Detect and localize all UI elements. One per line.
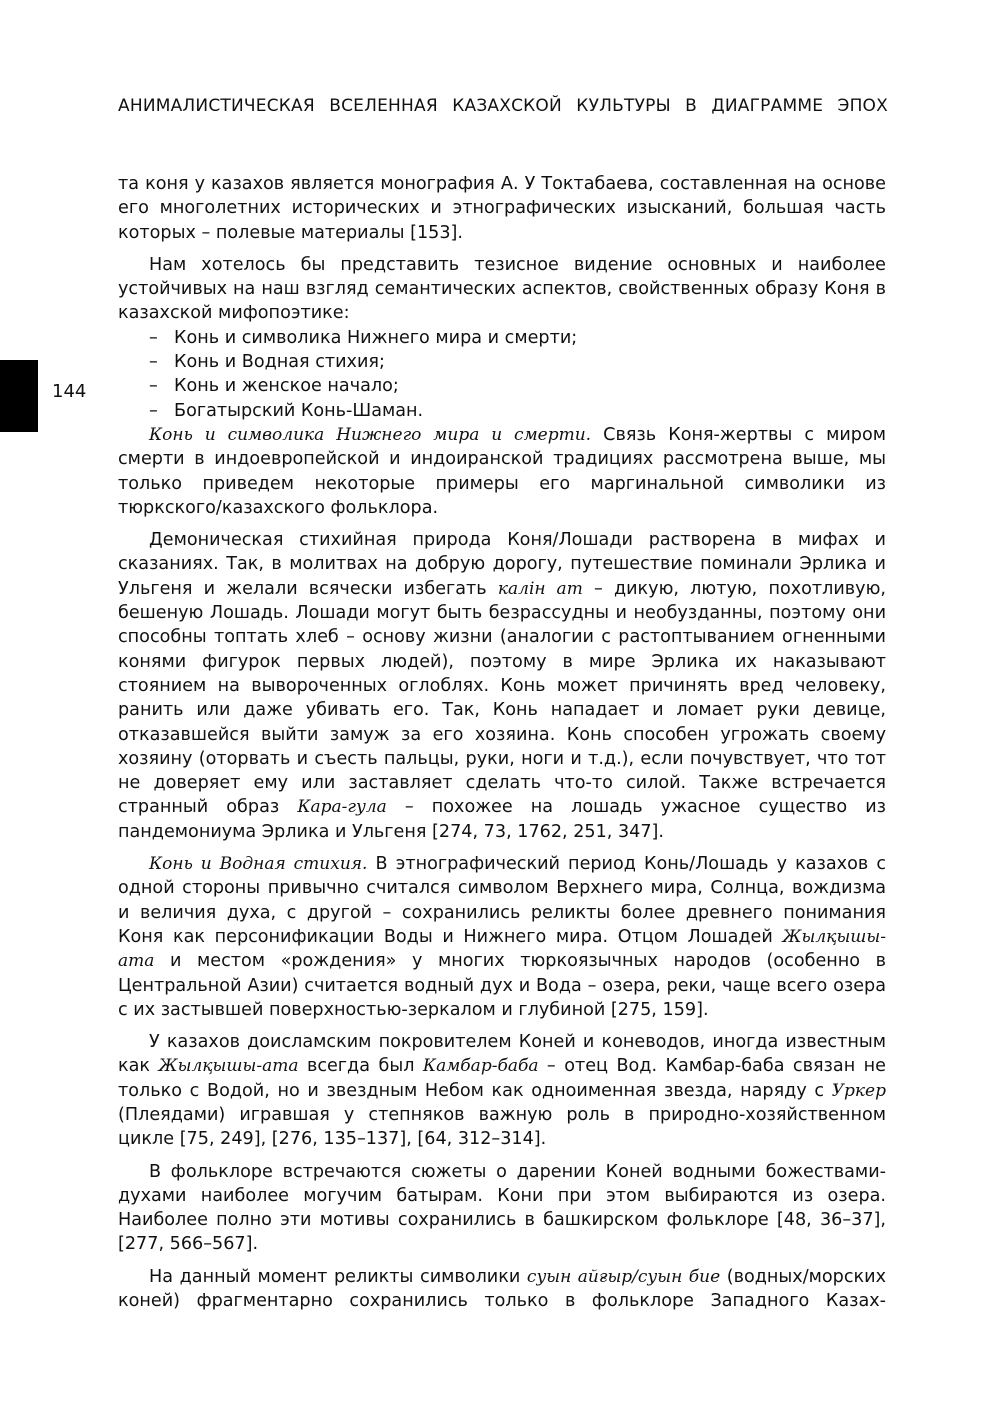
paragraph-text: Связь Коня-жертвы с миром смерти в индоевропейской и индоиранской традициях рассмотрена выше, мы только приведем некоторые примеры его маргинальной символики из тюркского/казахского фольклора. xyxy=(118,424,886,518)
list-item xyxy=(118,399,886,423)
term: калін ат xyxy=(497,578,583,599)
paragraph-text: Демоническая стихийная природа Коня/Лошади растворена в мифах и сказаниях. Так, в молитвах на добрую дорогу, путешествие поминали Эрлика и Ульгеня и желали всячески избегать xyxy=(118,530,886,599)
paragraph: та коня у казахов является монография А. У Токтабаева, составленная на основе его многолетних исторических и этнографических изысканий, большая часть которых – полевые материалы [153]. xyxy=(118,174,886,243)
paragraph-text: – отец Вод. Камбар-баба связан не только с Водой, но и звездным Небом как одноименная звезда, наряду с xyxy=(118,1056,886,1101)
page-number: 144 xyxy=(52,381,87,402)
term: Камбар-баба xyxy=(422,1056,539,1077)
section-title: Конь и Водная стихия. xyxy=(149,854,368,875)
paragraph xyxy=(118,852,886,1022)
list-dash: – xyxy=(149,352,158,373)
section-title: Конь и символика Нижнего мира и смерти. xyxy=(149,424,592,445)
paragraph xyxy=(118,423,886,520)
list-item-text: Богатырский Конь-Шаман. xyxy=(174,400,424,421)
paragraph-text: – дикую, лютую, похотливую, бешеную Лошадь. Лошади могут быть безрассудны и необузданны, поэтому они способны топтать хлеб – основу жизни (аналогии с растоптыванием огненными конями фигурок первых людей), поэтому в мире Эрлика их наказывают стоянием на вывороченных оглоблях. Конь может причинять вред человеку, ранить или даже убивать его. Так, Конь нападает и ломает руки девице, отказавшейся выйти замуж за его хозяина. Конь способен угрожать своему хозяину (оторвать и съесть пальцы, руки, ноги и т.д.), если почувствует, что тот не доверяет ему или заставляет сделать что-то силой. Также встречается странный образ xyxy=(118,578,886,818)
paragraph: В фольклоре встречаются сюжеты о дарении Коней водными божествами-духами наиболее могучим батырам. Кони при этом выбираются из озера. Наиболее полно эти мотивы сохранились в башкирском фольклоре [48, 36–37], [277, 566–567]. xyxy=(118,1161,886,1255)
list-item xyxy=(118,326,886,350)
list-dash: – xyxy=(149,327,158,348)
paragraph-text: (водных/морских коней) фрагментарно сохранились только в фольклоре Западного Казах- xyxy=(118,1266,886,1312)
term: Кара-гула xyxy=(297,797,387,818)
paragraph-text: – похожее на лошадь ужасное существо из пандемониума Эрлика и Ульгеня [274, 73, 1762, 251, 347]. xyxy=(118,797,886,842)
term: суын айғыр/суын бие xyxy=(526,1266,721,1287)
term: Жылқышы-ата xyxy=(158,1056,299,1077)
list-item-text: Конь и Водная стихия; xyxy=(174,352,385,373)
paragraph xyxy=(118,528,886,844)
list-item-text: Конь и символика Нижнего мира и смерти; xyxy=(174,327,578,348)
paragraph-text: В этнографический период Конь/Лошадь у казахов с одной стороны привычно считался символом Верхнего мира, Солнца, вождизма и величия духа, с другой – сохранились реликты более древнего понимания Коня как персонификации Воды и Нижнего мира. Отцом Лошадей xyxy=(118,854,886,947)
list-item-text: Конь и женское начало; xyxy=(174,376,399,397)
paragraph xyxy=(118,1030,886,1151)
list-dash: – xyxy=(149,376,158,397)
term: Жылқышы-ата xyxy=(118,926,886,972)
paragraph-text: всегда был xyxy=(298,1056,423,1077)
paragraph-text: и местом «рождения» у многих тюркоязычных народов (особенно в Центральной Азии) считается водный дух и Вода – озера, реки, чаще всего озера с их застывшей поверхностью-зеркалом и глубиной [275, 159]. xyxy=(118,951,886,1020)
list-item xyxy=(118,374,886,398)
page-body xyxy=(118,172,886,1321)
paragraph xyxy=(118,1265,886,1314)
paragraph-text: На данный момент реликты символики xyxy=(149,1266,527,1287)
running-header: АНИМАЛИСТИЧЕСКАЯ ВСЕЛЕННАЯ КАЗАХСКОЙ КУЛЬТУРЫ В ДИАГРАММЕ ЭПОХ xyxy=(118,96,888,116)
term: Уркер xyxy=(831,1080,886,1101)
paragraph-text: (Плеядами) игравшая у степняков важную роль в природно-хозяйственном цикле [75, 249], [276, 135–137], [64, 312–314]. xyxy=(118,1104,886,1150)
paragraph-text: У казахов доисламским покровителем Коней и коневодов, иногда известным как xyxy=(118,1032,886,1077)
aspect-list xyxy=(118,326,886,423)
page-edge-tab xyxy=(0,360,38,432)
list-item xyxy=(118,350,886,374)
paragraph: Нам хотелось бы представить тезисное видение основных и наиболее устойчивых на наш взгляд семантических аспектов, свойственных образу Коня в казахской мифопоэтике: xyxy=(118,254,886,324)
list-dash: – xyxy=(149,400,158,421)
